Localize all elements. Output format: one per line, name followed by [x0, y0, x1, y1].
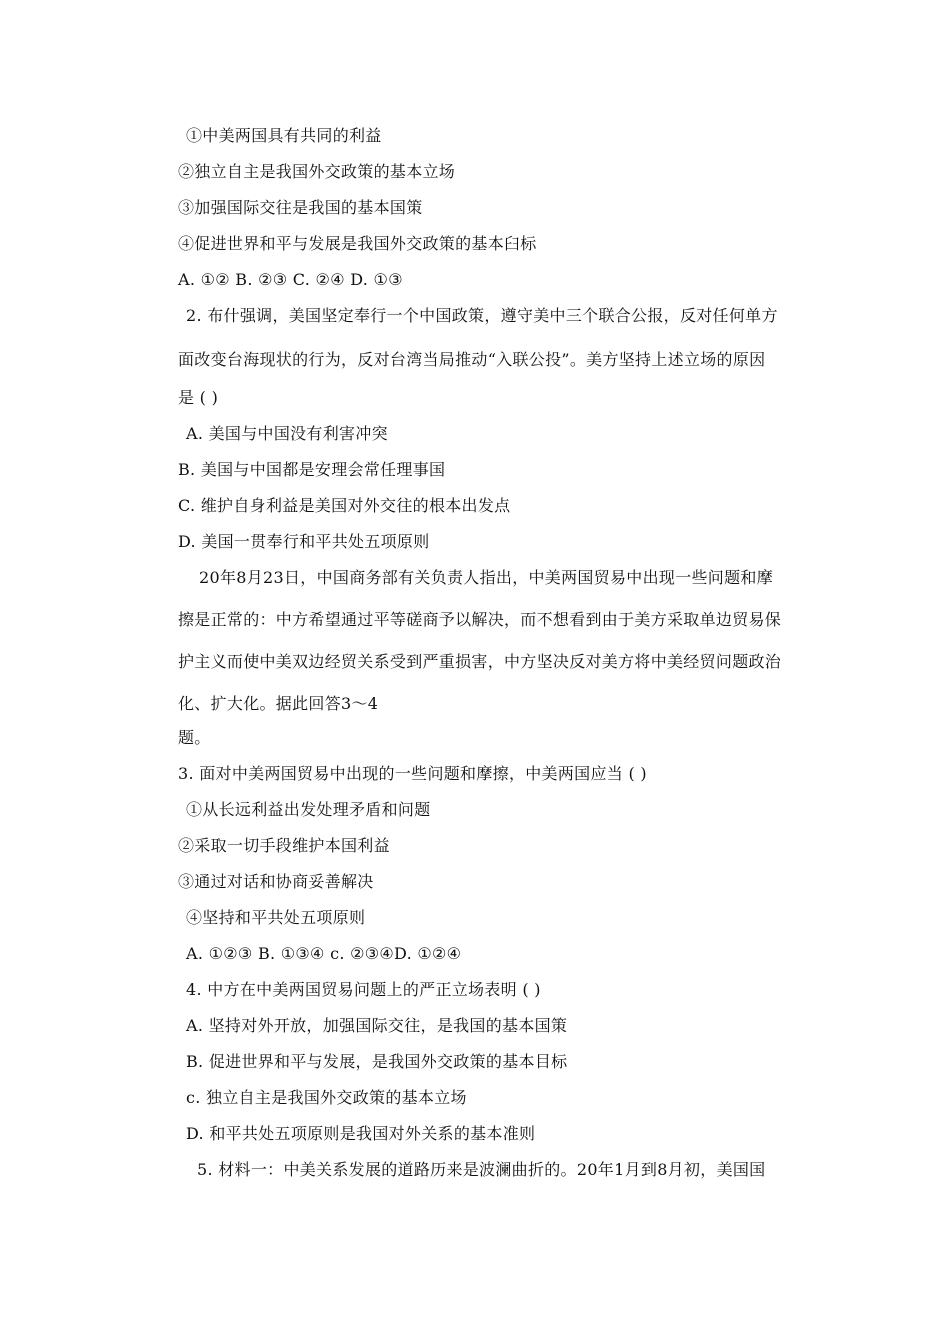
q5-stem: 5. 材料一：中美关系发展的道路历来是波澜曲折的。20年1月到8月初，美国国 [197, 1160, 766, 1179]
material-line-2: 擦是正常的：中方希望通过平等磋商予以解决，而不想看到由于美方采取单边贸易保 [178, 610, 782, 629]
q4-option-d: D. 和平共处五项原则是我国对外关系的基本准则 [186, 1124, 536, 1143]
q3-statement-3: ③通过对话和协商妥善解决 [178, 872, 374, 891]
q1-statement-2: ②独立自主是我国外交政策的基本立场 [178, 162, 456, 181]
q4-option-a: A. 坚持对外开放，加强国际交往，是我国的基本国策 [186, 1016, 568, 1035]
q4-option-b: B. 促进世界和平与发展，是我国外交政策的基本目标 [186, 1052, 568, 1071]
q3-statement-2: ②采取一切手段维护本国利益 [178, 836, 390, 855]
q4-option-c: c. 独立自主是我国外交政策的基本立场 [186, 1088, 467, 1107]
material-line-4: 化、扩大化。据此回答3～4 [178, 694, 379, 713]
q2-option-b: B. 美国与中国都是安理会常任理事国 [178, 460, 446, 479]
q2-option-d: D. 美国一贯奉行和平共处五项原则 [178, 532, 430, 551]
q2-option-a: A. 美国与中国没有利害冲突 [186, 424, 388, 443]
material-line-5: 题。 [178, 728, 211, 747]
material-line-3: 护主义而使中美双边经贸关系受到严重损害，中方坚决反对美方将中美经贸问题政治 [178, 652, 782, 671]
q1-statement-1: ①中美两国具有共同的利益 [186, 126, 382, 145]
q3-statement-4: ④坚持和平共处五项原则 [186, 908, 366, 927]
q3-options: A. ①②③ B. ①③④ c. ②③④D. ①②④ [186, 944, 462, 963]
material-line-1: 20年8月23日，中国商务部有关负责人指出，中美两国贸易中出现一些问题和摩 [199, 568, 773, 587]
q2-stem-line-2: 面改变台海现状的行为，反对台湾当局推动“入联公投”。美方坚持上述立场的原因 [178, 350, 766, 369]
q1-statement-4: ④促进世界和平与发展是我国外交政策的基本臼标 [178, 234, 537, 253]
q1-statement-3: ③加强国际交往是我国的基本国策 [178, 198, 423, 217]
q2-option-c: C. 维护自身利益是美国对外交往的根本出发点 [178, 496, 511, 515]
q4-stem: 4. 中方在中美两国贸易问题上的严正立场表明 ( ) [186, 980, 541, 999]
q1-options: A. ①② B. ②③ C. ②④ D. ①③ [178, 270, 403, 289]
q3-statement-1: ①从长远利益出发处理矛盾和问题 [186, 800, 431, 819]
q2-stem-line-1: 2. 布什强调，美国坚定奉行一个中国政策，遵守美中三个联合公报，反对任何单方 [186, 306, 778, 325]
q3-stem: 3. 面对中美两国贸易中出现的一些问题和摩擦，中美两国应当 ( ) [178, 764, 647, 783]
q2-stem-line-3: 是 ( ) [178, 388, 219, 407]
